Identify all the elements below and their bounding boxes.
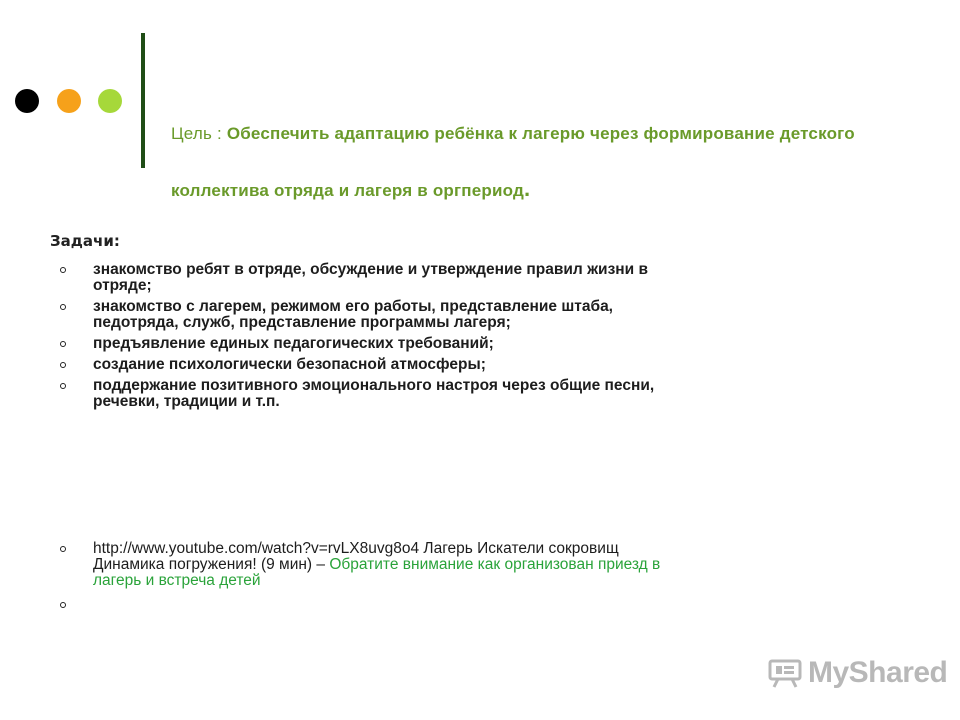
list-item: [58, 357, 678, 373]
list-item-text: предъявление единых педагогических требований;: [93, 335, 494, 352]
list-item-text: поддержание позитивного эмоционального настроя через общие песни, речевки, традиции и т.п.: [93, 377, 655, 410]
tasks-list: [58, 262, 678, 415]
decor-dot-black: [15, 89, 39, 113]
list-item-text: знакомство с лагерем, режимом его работы, представление штаба, педотряда, служб, представление программы лагеря;: [93, 298, 613, 331]
tasks-heading: Задачи:: [50, 232, 120, 250]
list-item: [58, 336, 678, 352]
bullet-icon: [60, 546, 66, 552]
accent-bar: [141, 33, 145, 168]
video-note: Обратите внимание как организован приезд в лагерь и встреча детей: [93, 556, 661, 589]
bullet-icon: [60, 341, 66, 347]
bullet-icon: [60, 383, 66, 389]
video-link[interactable]: http://www.youtube.com/watch?v=rvLX8uvg8o4 Лагерь Искатели сокровищ Динамика погружения! (9 мин) –: [93, 540, 619, 573]
list-item-text: знакомство ребят в отряде, обсуждение и утверждение правил жизни в отряде;: [93, 261, 649, 294]
video-list: [58, 541, 678, 621]
list-item-text: создание психологически безопасной атмосферы;: [93, 356, 486, 373]
list-item: [58, 378, 678, 410]
presentation-board-icon: [768, 658, 802, 688]
list-item-video: [58, 541, 678, 589]
list-item: [58, 262, 678, 294]
bullet-icon: [60, 362, 66, 368]
bullet-icon: [60, 267, 66, 273]
myshared-logo: [768, 656, 947, 690]
title-text: Обеспечить адаптацию ребёнка к лагерю через формирование детского коллектива отряда и лагеря в оргпериод: [171, 124, 855, 200]
logo-text: MyShared: [808, 656, 948, 689]
title-label: Цель :: [171, 124, 227, 143]
list-item-empty: [58, 597, 678, 613]
slide-title: [171, 106, 931, 218]
list-item: [58, 299, 678, 331]
decor-dot-orange: [57, 89, 81, 113]
title-end: .: [524, 176, 531, 201]
decor-dot-green: [98, 89, 122, 113]
bullet-icon: [60, 602, 66, 608]
bullet-icon: [60, 304, 66, 310]
